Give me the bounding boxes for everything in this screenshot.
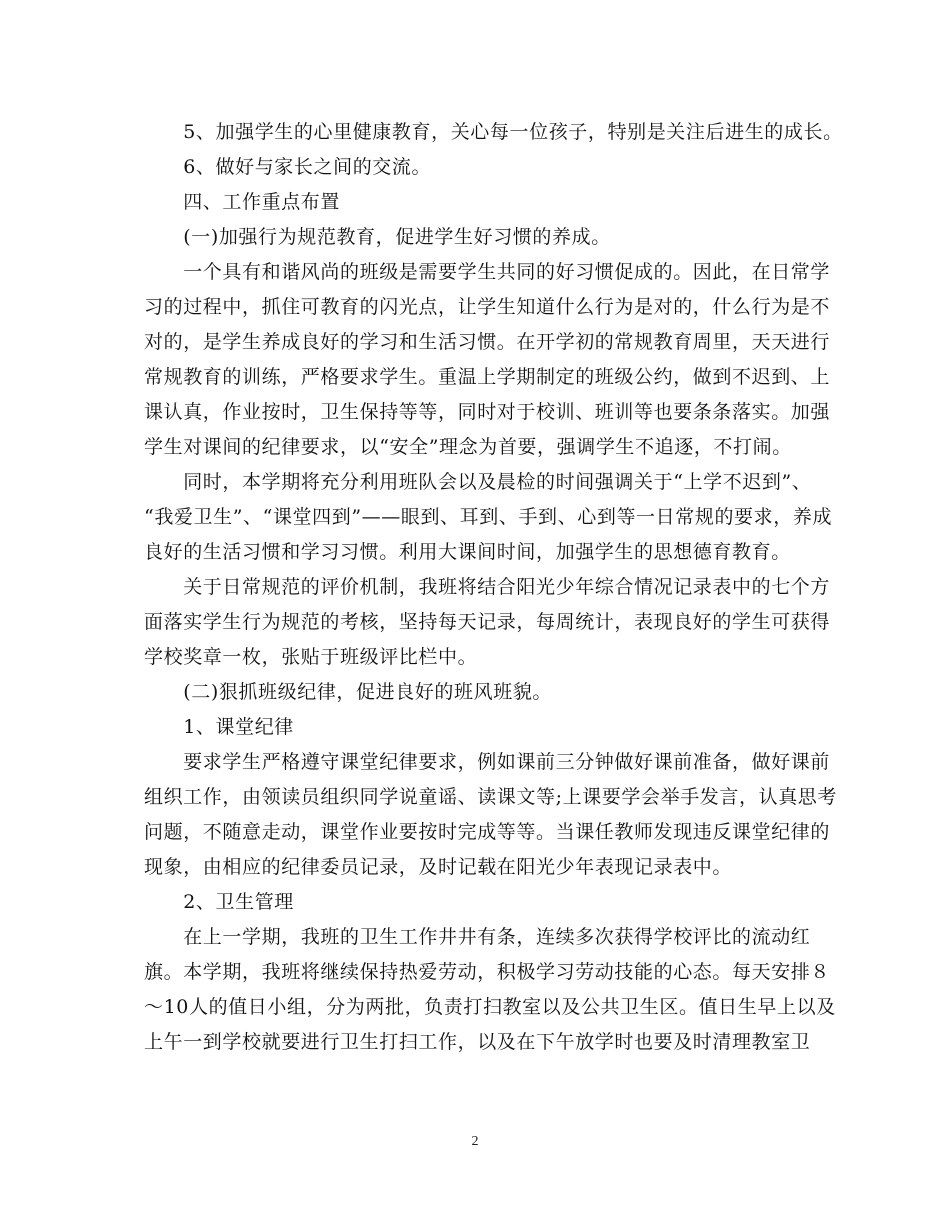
text-line: 面落实学生行为规范的考核，坚持每天记录，每周统计，表现良好的学生可获得 (144, 611, 831, 633)
text-line: 一个具有和谐风尚的班级是需要学生共同的好习惯促成的。因此，在日常学 (144, 261, 831, 283)
text-line: 5、加强学生的心里健康教育，关心每一位孩子，特别是关注后进生的成长。 (144, 121, 843, 143)
text-line: “我爱卫生”、“课堂四到”——眼到、耳到、手到、心到等一日常规的要求，养成 (144, 506, 833, 528)
text-line: 组织工作，由领读员组织同学说童谣、读课文等;上课要学会举手发言，认真思考 (144, 786, 838, 808)
text-line: 6、做好与家长之间的交流。 (144, 156, 432, 178)
text-line: 学校奖章一枚，张贴于班级评比栏中。 (144, 646, 478, 668)
page-number: 2 (471, 1134, 479, 1149)
subsection-heading: (一)加强行为规范教育，促进学生好习惯的养成。 (144, 226, 611, 248)
text-line: 学生对课间的纪律要求，以“安全”理念为首要，强调学生不追逐，不打闹。 (144, 436, 792, 458)
body-text (144, 115, 843, 1060)
text-line: 要求学生严格遵守课堂纪律要求，例如课前三分钟做好课前准备，做好课前 (144, 751, 831, 773)
text-line: 上午一到学校就要进行卫生打扫工作，以及在下午放学时也要及时清理教室卫 (144, 1031, 811, 1053)
text-line: 在上一学期，我班的卫生工作井井有条，连续多次获得学校评比的流动红 (144, 926, 811, 948)
text-line: 课认真，作业按时，卫生保持等等，同时对于校训、班训等也要条条落实。加强 (144, 401, 831, 423)
text-line: 关于日常规范的评价机制，我班将结合阳光少年综合情况记录表中的七个方 (144, 576, 831, 598)
item-heading: 1、课堂纪律 (144, 716, 294, 738)
text-line: 习的过程中，抓住可教育的闪光点，让学生知道什么行为是对的，什么行为是不 (144, 296, 831, 318)
text-line: 现象，由相应的纪律委员记录，及时记载在阳光少年表现记录表中。 (144, 856, 733, 878)
text-line: ～10人的值日小组，分为两批，负责打扫教室以及公共卫生区。值日生早上以及 (144, 996, 836, 1018)
subsection-heading: (二)狠抓班级纪律，促进良好的班风班貌。 (144, 681, 553, 703)
section-heading: 四、工作重点布置 (144, 191, 341, 213)
text-line: 常规教育的训练，严格要求学生。重温上学期制定的班级公约，做到不迟到、上 (144, 366, 831, 388)
text-line: 良好的生活习惯和学习习惯。利用大课间时间，加强学生的思想德育教育。 (144, 541, 791, 563)
item-heading: 2、卫生管理 (144, 891, 294, 913)
text-line: 旗。本学期，我班将继续保持热爱劳动，积极学习劳动技能的心态。每天安排８ (144, 961, 831, 983)
text-line: 问题，不随意走动，课堂作业要按时完成等等。当课任教师发现违反课堂纪律的 (144, 821, 831, 843)
text-line: 对的，是学生养成良好的学习和生活习惯。在开学初的常规教育周里，天天进行 (144, 331, 831, 353)
text-line: 同时，本学期将充分利用班队会以及晨检的时间强调关于“上学不迟到”、 (144, 471, 812, 493)
